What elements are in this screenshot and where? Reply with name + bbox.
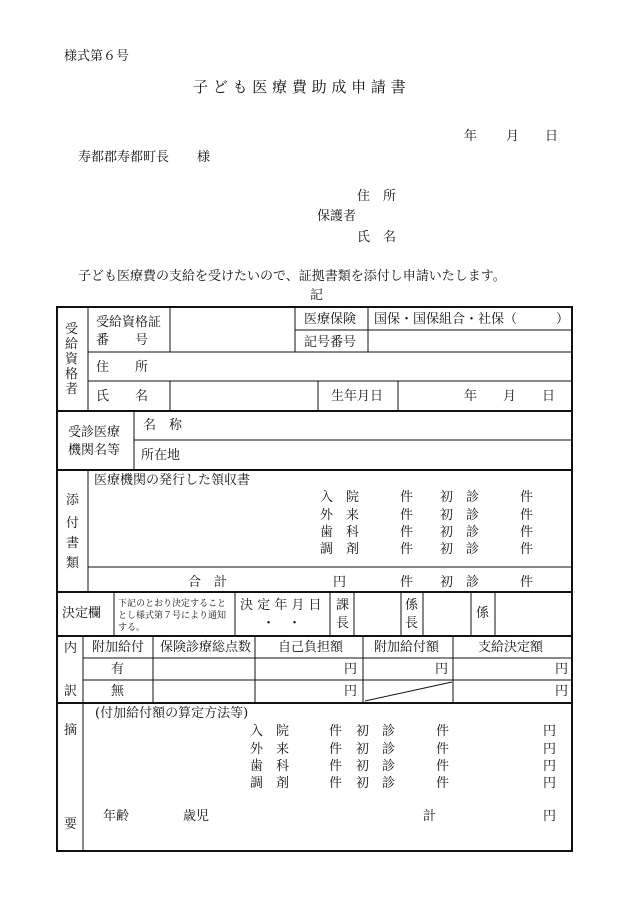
guardian-address-label: 住 所 [357, 189, 397, 204]
col-header-fuka: 附加給付 [92, 640, 145, 655]
attach-total-label: 合 計 [188, 575, 228, 590]
symbol-no-label: 記号番号 [304, 335, 357, 350]
decision-date-label: 決 定 年 月 日 [240, 598, 322, 613]
row-yes-fuka-yen: 円 [435, 662, 449, 677]
breakdown-side-2: 訳 [64, 684, 78, 699]
row-no-label: 無 [111, 684, 125, 699]
summary-yen: 円 [543, 742, 557, 757]
summary-count: 件 [329, 724, 343, 739]
decision-label: 決定欄 [62, 606, 102, 621]
decision-note: 下記のとおり決定することとし様式第７号により通知する。 [118, 599, 227, 633]
sub-chief-label-2: 長 [405, 616, 419, 631]
birth-label: 生年月日 [331, 389, 384, 404]
summary-yen: 円 [543, 776, 557, 791]
sub-chief-label-1: 係 [405, 598, 419, 613]
attach-type: 外 来 [320, 508, 360, 523]
attach-count: 件 [400, 508, 414, 523]
clinic-section-label-2: 機関名等 [68, 443, 121, 458]
request-text: 子ども医療費の支給を受けたいので、証拠書類を添付し申請いたします。 [78, 269, 506, 284]
attach-count: 件 [400, 490, 414, 505]
breakdown-side-1: 内 [64, 641, 78, 656]
summary-age-label: 年齢 [103, 809, 130, 824]
col-header-fuka-amount: 附加給付額 [374, 640, 440, 655]
attach-section-char-3: 書 [66, 536, 80, 551]
birth-ymd: 年 月 日 [464, 389, 556, 404]
attach-first: 初 診 [440, 525, 480, 540]
summary-count: 件 [329, 742, 343, 757]
col-header-self: 自己負担額 [278, 640, 344, 655]
attach-first: 初 診 [440, 490, 480, 505]
receipt-label: 医療機関の発行した領収書 [94, 473, 251, 488]
row-yes-decision-yen: 円 [555, 662, 569, 677]
summary-side-1: 摘 [64, 723, 78, 738]
summary-age-unit: 歳児 [183, 809, 210, 824]
attach-total-first: 初 診 [440, 575, 480, 590]
attach-section-char-4: 類 [66, 556, 80, 571]
staff-label: 係 [476, 606, 490, 621]
chief-label-1: 課 [336, 598, 350, 613]
date-month: 月 [506, 129, 520, 144]
chief-label-2: 長 [336, 616, 350, 631]
summary-type: 外 来 [250, 742, 290, 757]
attach-type: 入 院 [320, 490, 360, 505]
summary-type: 歯 科 [250, 759, 290, 774]
attach-total-yen: 円 [333, 575, 347, 590]
attach-count: 件 [400, 525, 414, 540]
decision-date-dots: ・ ・ [262, 616, 302, 631]
attach-section-char-2: 付 [66, 516, 80, 531]
summary-first: 初 診 [356, 724, 396, 739]
page-title: 子 ど も 医 療 費 助 成 申 請 書 [193, 78, 406, 96]
guardian-label: 保護者 [317, 209, 357, 224]
row-no-self-yen: 円 [344, 684, 358, 699]
summary-yen: 円 [543, 759, 557, 774]
attach-first-count: 件 [520, 525, 534, 540]
row-yes-label: 有 [111, 662, 125, 677]
attach-first-count: 件 [520, 508, 534, 523]
attach-type: 歯 科 [320, 525, 360, 540]
summary-type: 入 院 [250, 724, 290, 739]
summary-count: 件 [329, 759, 343, 774]
addressee: 寿都郡寿都町長 [78, 150, 170, 165]
form-number: 様式第６号 [64, 49, 130, 64]
clinic-section-label-1: 受診医療 [68, 425, 121, 440]
recipient-section-label: 受給資格者 [65, 322, 79, 397]
summary-method: (付加給付額の算定方法等) [95, 706, 249, 721]
ki-label: 記 [310, 288, 324, 303]
attach-first: 初 診 [440, 542, 480, 557]
summary-first-count: 件 [436, 742, 450, 757]
attach-type: 調 剤 [320, 542, 360, 557]
date-year: 年 [464, 129, 478, 144]
insurance-types: 国保・国保組合・社保（ ） [374, 312, 570, 327]
clinic-location-label: 所在地 [141, 448, 181, 463]
row-yes-self-yen: 円 [344, 662, 358, 677]
cert-no-label-1: 受給資格証 [96, 315, 162, 330]
clinic-name-label: 名 称 [143, 418, 183, 433]
cert-no-label-2: 番 号 [96, 333, 149, 348]
summary-side-2: 要 [64, 817, 78, 832]
recipient-address-label: 住 所 [96, 360, 149, 375]
col-header-points: 保険診療総点数 [160, 640, 252, 655]
col-header-decision: 支給決定額 [478, 640, 544, 655]
attach-first-count: 件 [520, 490, 534, 505]
summary-first-count: 件 [436, 759, 450, 774]
row-no-decision-yen: 円 [555, 684, 569, 699]
summary-total-yen: 円 [543, 809, 557, 824]
summary-first: 初 診 [356, 742, 396, 757]
summary-count: 件 [329, 776, 343, 791]
summary-first-count: 件 [436, 776, 450, 791]
date-day: 日 [545, 129, 559, 144]
insurance-label: 医療保険 [304, 312, 357, 327]
summary-first: 初 診 [356, 776, 396, 791]
summary-first: 初 診 [356, 759, 396, 774]
attach-section-char-1: 添 [66, 493, 80, 508]
recipient-name-label: 氏 名 [96, 389, 149, 404]
attach-total-count: 件 [400, 575, 414, 590]
summary-yen: 円 [543, 724, 557, 739]
summary-total-label: 計 [423, 809, 437, 824]
attach-total-first-count: 件 [520, 575, 534, 590]
addressee-honorific: 様 [197, 150, 211, 165]
summary-first-count: 件 [436, 724, 450, 739]
summary-type: 調 剤 [250, 776, 290, 791]
guardian-name-label: 氏 名 [357, 230, 397, 245]
attach-count: 件 [400, 542, 414, 557]
attach-first-count: 件 [520, 542, 534, 557]
attach-first: 初 診 [440, 508, 480, 523]
